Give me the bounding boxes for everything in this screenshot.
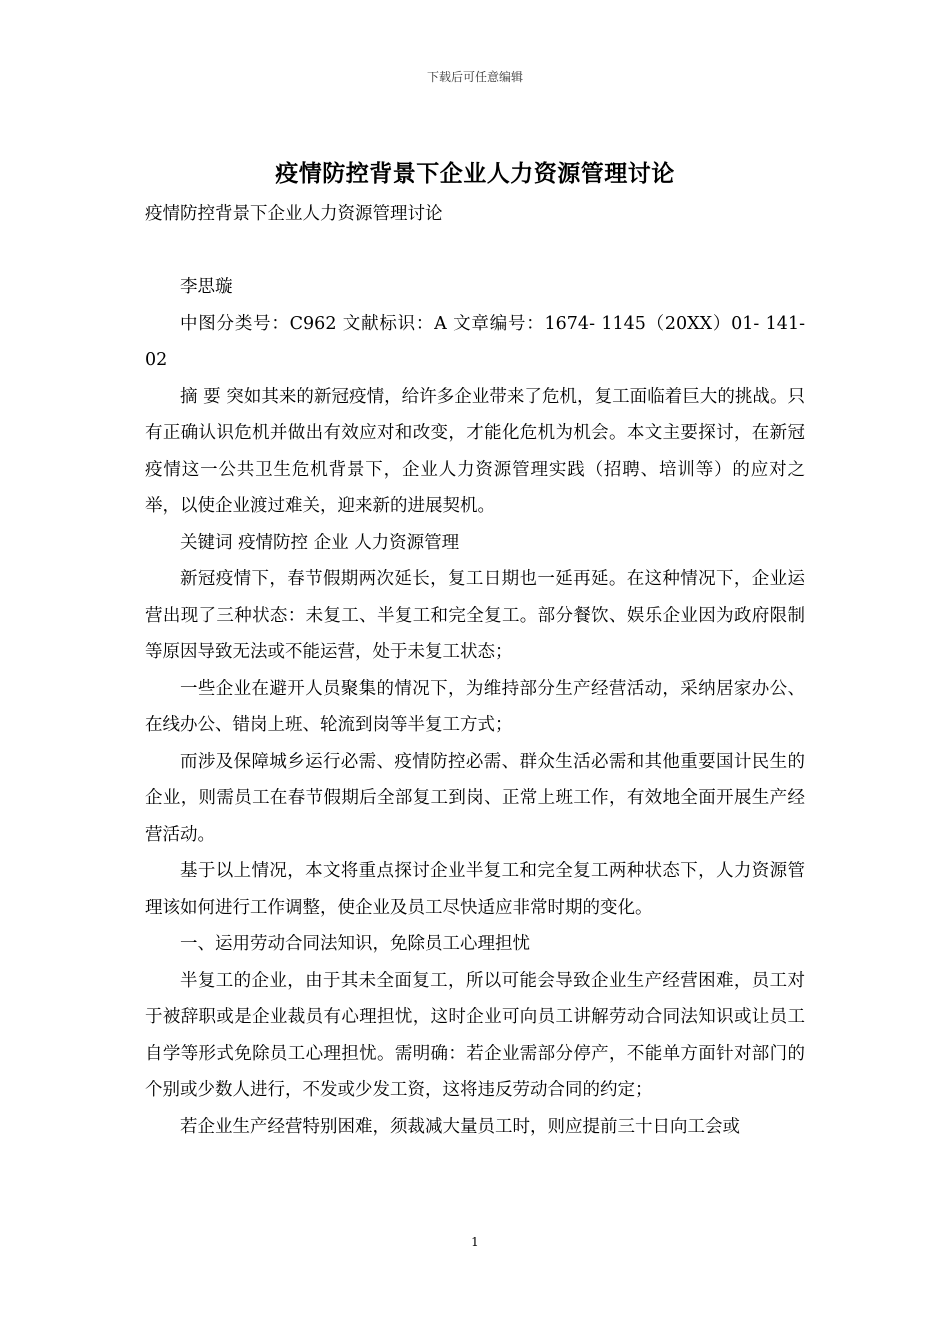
section-heading: 一、运用劳动合同法知识，免除员工心理担忧 xyxy=(180,934,530,954)
abstract: 摘 要 突如其来的新冠疫情，给许多企业带来了危机，复工面临着巨大的挑战。只有正确认识危机并做出有效应对和改变，才能化危机为机会。本文主要探讨，在新冠疫情这一公共卫生危机背景下，企业人力资源管理实践（招聘、培训等）的应对之举，以使企业渡过难关，迎来新的进展契机。 xyxy=(145,386,805,516)
paragraph: 基于以上情况，本文将重点探讨企业半复工和完全复工两种状态下，人力资源管理该如何进行工作调整，使企业及员工尽快适应非常时期的变化。 xyxy=(145,861,805,918)
subtitle: 疫情防控背景下企业人力资源管理讨论 xyxy=(145,204,443,224)
document-body xyxy=(145,196,805,1145)
document-title: 疫情防控背景下企业人力资源管理讨论 xyxy=(275,160,675,187)
paragraph: 半复工的企业，由于其未全面复工，所以可能会导致企业生产经营困难，员工对于被辞职或是企业裁员有心理担忧，这时企业可向员工讲解劳动合同法知识或让员工自学等形式免除员工心理担忧。需明确：若企业需部分停产，不能单方面针对部门的个别或少数人进行，不发或少发工资，这将违反劳动合同的约定； xyxy=(145,970,805,1100)
paragraph: 一些企业在避开人员聚集的情况下，为维持部分生产经营活动，采纳居家办公、在线办公、错岗上班、轮流到岗等半复工方式； xyxy=(145,678,805,735)
header-note: 下载后可任意编辑 xyxy=(426,70,523,84)
page-number: 1 xyxy=(471,1235,479,1249)
paragraph: 而涉及保障城乡运行必需、疫情防控必需、群众生活必需和其他重要国计民生的企业，则需员工在春节假期后全部复工到岗、正常上班工作，有效地全面开展生产经营活动。 xyxy=(145,751,805,845)
paragraph: 若企业生产经营特别困难，须裁减大量员工时，则应提前三十日向工会或 xyxy=(180,1116,740,1137)
author: 李思璇 xyxy=(180,277,233,297)
classification-line: 中图分类号：C962 文献标识：A 文章编号：1674- 1145（20XX）01- 141- 02 xyxy=(145,313,805,370)
keywords: 关键词 疫情防控 企业 人力资源管理 xyxy=(180,532,460,553)
paragraph: 新冠疫情下，春节假期两次延长，复工日期也一延再延。在这种情况下，企业运营出现了三种状态：未复工、半复工和完全复工。部分餐饮、娱乐企业因为政府限制等原因导致无法或不能运营，处于未复工状态； xyxy=(145,569,805,662)
blank-line xyxy=(145,233,805,270)
